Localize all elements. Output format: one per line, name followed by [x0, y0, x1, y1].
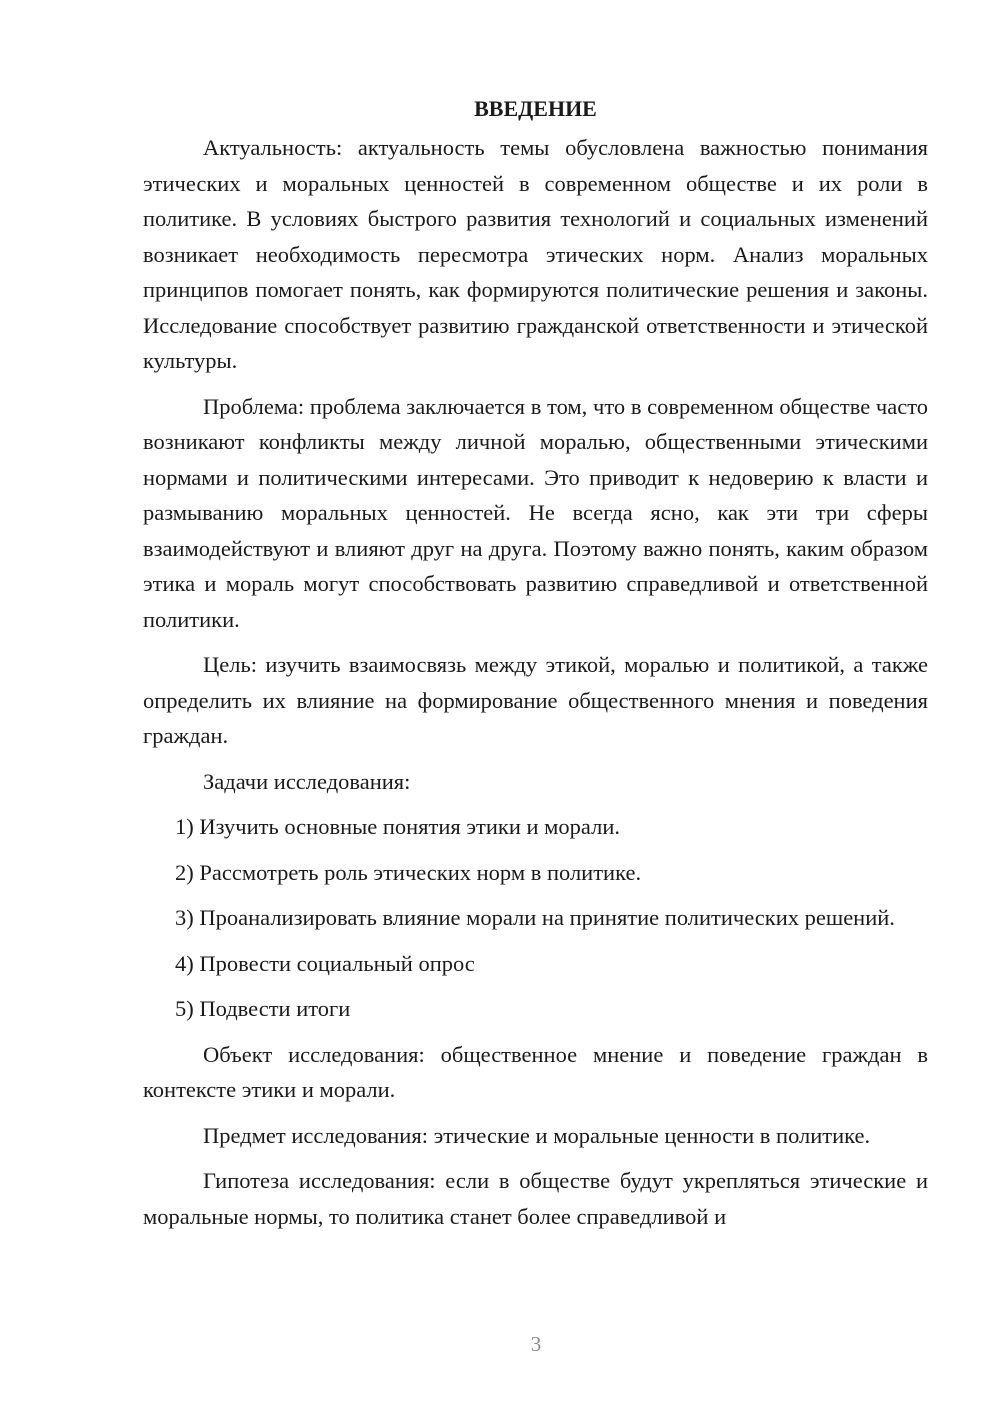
- paragraph-hypothesis: Гипотеза исследования: если в обществе будут укрепляться этические и моральные нормы, то политика станет более справедливой и: [143, 1168, 928, 1229]
- document-body: [143, 94, 928, 1234]
- task-item: 1) Изучить основные понятия этики и морали.: [175, 814, 620, 839]
- task-item: 2) Рассмотреть роль этических норм в политике.: [175, 859, 642, 885]
- paragraph-subject: Предмет исследования: этические и моральные ценности в политике.: [203, 1122, 871, 1148]
- task-item: 4) Провести социальный опрос: [175, 950, 475, 976]
- page-number: 3: [530, 1332, 542, 1356]
- paragraph-tasks-heading: Задачи исследования:: [203, 768, 411, 794]
- task-item: 3) Проанализировать влияние морали на принятие политических решений.: [175, 905, 895, 930]
- section-heading: ВВЕДЕНИЕ: [474, 96, 597, 121]
- paragraph-problem: Проблема: проблема заключается в том, что в современном обществе часто возникают конфликты между личной моралью, общественными этическими нормами и политическими интересами. Это приводит к недоверию к власти и размыванию моральных ценностей. Не всегда ясно, как эти три сферы взаимодействуют и влияют друг на друга. Поэтому важно понять, каким образом этика и мораль могут способствовать развитию справедливой и ответственной политики.: [143, 393, 928, 632]
- task-item: 5) Подвести итоги: [175, 996, 351, 1021]
- paragraph-relevance: Актуальность: актуальность темы обусловлена важностью понимания этических и моральных ценностей в современном обществе и их роли в политике. В условиях быстрого развития технологий и социальных изменений возникает необходимость пересмотра этических норм. Анализ моральных принципов помогает понять, как формируются политические решения и законы. Исследование способствует развитию гражданской ответственности и этической культуры.: [143, 135, 928, 373]
- paragraph-object: Объект исследования: общественное мнение и поведение граждан в контексте этики и морали.: [143, 1041, 928, 1102]
- paragraph-goal: Цель: изучить взаимосвязь между этикой, моралью и политикой, а также определить их влияние на формирование общественного мнения и поведения граждан.: [143, 652, 928, 748]
